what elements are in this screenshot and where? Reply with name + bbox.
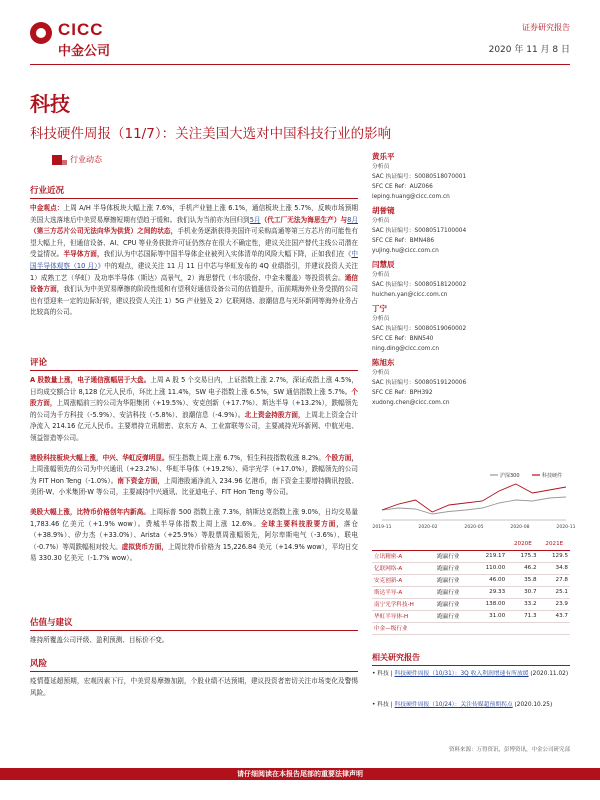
analyst-info: SFC CE Ref：BPH392 (372, 390, 433, 396)
x-tick-label: 2019-11 (372, 525, 392, 530)
overview-section (30, 184, 358, 319)
x-tick-label: 2020-05 (464, 525, 484, 530)
analyst-info: SFC CE Ref：BMN486 (372, 238, 435, 244)
analyst-card (372, 303, 570, 354)
table-row: 亿联网络-A 跑赢行业 110.00 46.2 34.8 (372, 562, 570, 574)
series-line-沪深300 (382, 497, 566, 514)
analyst-name: 黄乐平 (372, 152, 395, 161)
analyst-list (372, 148, 570, 408)
analyst-name: 闫慧辰 (372, 260, 395, 269)
legend-label: 沪深300 (500, 473, 520, 479)
footer-bar (0, 768, 600, 780)
cicc-logo-icon (30, 22, 52, 44)
analyst-info: SFC CE Ref：AUZ066 (372, 184, 433, 190)
analyst-card (372, 357, 570, 408)
related-reports-heading: 相关研究报告 (372, 652, 570, 666)
analyst-info: SAC 执证编号：S0080518070001 (372, 174, 467, 180)
report-title: 科技硬件周报（11/7）：关注美国大选对中国科技行业的影响 (30, 126, 392, 142)
valuation-section (30, 616, 358, 647)
related-report-item[interactable]: • 科技 | 科技硬件周报（10/31）：3Q 收入利润增速有所放缓 (2020.11.02) (372, 671, 569, 677)
tag-square-icon (52, 155, 62, 165)
risk-heading: 风险 (30, 657, 358, 672)
x-tick-label: 2020-11 (556, 525, 576, 530)
review-paragraph-a-share: A 股数量上涨，电子通信涨幅居于大盘。上周 A 股 5 个交易日内，上证指数上涨 2.7%，深证成指上涨 4.5%，日均成交额合计 8,128 亿元人民币，环比上涨 11.4%，SW 电子指数上涨 6.5%，SW 通信指数上涨 5.7%。个股方面，上周涨幅前三的公司为华阳集团（+19.5%）、安克创新（+17.7%）、斯达半导（+13.2%），跌幅领先的公司为千方科技（-5.9%）、安洁科技（-5.8%）、浪潮信息（-4.9%）。北上资金持股方面，上周北上资金合计净流入 214.16 亿元人民币。主要增持立讯精密、京东方 A、工业富联等公司，主要减持光环新网、中航光电、领益智造等公司。 (30, 376, 359, 442)
source-note: 资料来源：万得资讯，彭博资讯，中金公司研究部 (448, 747, 570, 753)
table-row: 华虹半导体-H 跑赢行业 31.00 71.3 43.7 (372, 610, 570, 622)
analyst-info: SAC 执证编号：S0080519060002 (372, 326, 467, 332)
table-header: 2021E (539, 538, 570, 550)
analyst-info: SAC 执证编号：S0080519120006 (372, 380, 467, 386)
sector-title: 科技 (30, 92, 70, 116)
analyst-name: 胡誉镜 (372, 206, 395, 215)
analyst-email[interactable]: huichen.yan@cicc.com.cn (372, 292, 448, 298)
table-row: 立讯精密-A 跑赢行业 219.17 175.3 129.5 (372, 550, 570, 562)
analyst-card (372, 151, 570, 202)
analyst-card (372, 259, 570, 300)
overview-paragraph: 中金观点：上周 A/H 半导体板块大幅上涨 7.6%，手机产业链上涨 6.1%，通信板块上涨 5.7%，反映市场预期美国大选落地后中美贸易摩擦短期有望趋于缓和。我们认为当前亦为回归到5月（代工厂无法为海思生产）与8月（第三方芯片公司无法向华为供货）之间的状态，手机业务逐渐获得美国许可采购高通等第三方芯片的可能性有望大幅上升，但通信设备、AI、CPU 等业务获批许可证仍然存在很大不确定性，建议关注国产替代主线公司潜在受益情况。半导体方面，我们认为中芯国际等中国半导体企业被列入实体清单的风险大幅下降，正如我们在《中国半导体观察（10 月）》中的观点，建议关注 11 月 11 日中芯与华虹发布的 4Q 业绩指引，并建议投资人关注 1）成熟工艺（华虹）及功率半导体（斯达）高景气，2）海思替代（韦尔股份、中金未覆盖）等投资机会。通信设备方面，我们认为中美贸易摩擦的阶段性缓和有望利好通信设备公司的估值提升，而前期海外业务受损的公司也有望迎来一定的边际好转，建议投资人关注 1）5G 产业链及 2）亿联网络、浪潮信息与光环新网等海外业务占比较高的公司。 (30, 204, 359, 317)
performance-chart (372, 470, 576, 532)
analyst-email[interactable]: ning.ding@cicc.com.cn (372, 346, 440, 352)
x-tick-label: 2020-02 (418, 525, 438, 530)
report-date: 2020 年 11 月 8 日 (488, 45, 570, 55)
table-row: 安克创新-A 跑赢行业 46.00 35.8 27.8 (372, 574, 570, 586)
analyst-info: 分析员 (372, 218, 390, 224)
valuation-heading: 估值与建议 (30, 616, 358, 631)
analyst-info: 分析员 (372, 370, 390, 376)
table-header (435, 538, 473, 550)
tag-small-square-icon (62, 160, 67, 165)
analyst-info: SAC 执证编号：S0080518120002 (372, 282, 467, 288)
table-row: 南宁光学科技-H 跑赢行业 138.00 33.2 23.9 (372, 598, 570, 610)
report-link[interactable]: 8月 (347, 215, 359, 224)
valuation-text: 维持所覆盖公司评级、盈利预测、目标价不变。 (30, 636, 169, 644)
analyst-info: SAC 执证编号：S0080517100004 (372, 228, 467, 234)
table-row: 中金—级行业 (372, 622, 570, 634)
series-line-科技硬件 (382, 484, 566, 512)
risk-section (30, 657, 358, 699)
review-paragraph-us: 美股大幅上涨，比特币价格创年内新高。上周标普 500 指数上涨 7.3%，纳斯达克指数上涨 9.0%，日均交易量 1,783.46 亿美元（+1.9% wow）。费城半导体指数上周上涨 12.6%。全球主要科技股要方面，落仓（+38.9%）、矽力杰（+33.0%）、Arista（+25.9%）等股票周涨幅领先，阿尔卑斯电气（-3.6%）、联电（-0.7%）等周跌幅相对较大。虚拟货币方面，上周比特币价格为 15,226.84 美元（+14.9% wow），平均日交易 330.30 亿美元（-1.7% wow）。 (30, 507, 358, 563)
table-header (372, 538, 435, 550)
brand-name-en: CICC (58, 20, 104, 39)
report-link[interactable]: 中国半导体观察（10 月） (30, 250, 359, 270)
risk-text: 疫情蔓延超预期，宏观因素下行，中美贸易摩擦加剧，个股业绩不达预期，建议投资者密切关注市场变化及警惕风险。 (30, 677, 358, 697)
related-report-item[interactable]: • 科技 | 科技硬件周报（10/24）：关注传媒超预期拐点 (2020.10.25) (372, 702, 553, 708)
header-divider (30, 64, 570, 65)
analyst-email[interactable]: xudong.chen@cicc.com.cn (372, 400, 450, 406)
table-row: 斯达半导-A 跑赢行业 29.33 30.7 25.1 (372, 586, 570, 598)
table-header: 2020E (507, 538, 538, 550)
analyst-info: 分析员 (372, 316, 390, 322)
table-header (473, 538, 507, 550)
x-tick-label: 2020-08 (510, 525, 530, 530)
analyst-name: 陈旭东 (372, 358, 395, 367)
review-heading: 评论 (30, 356, 358, 371)
coverage-table (372, 538, 570, 635)
review-section (30, 356, 358, 565)
review-paragraph-hk: 港股科技板块大幅上涨，中兴、华虹反弹明显。恒生指数上周上涨 6.7%，恒生科技指数收涨 8.2%。个股方面，上周涨幅领先的公司为中兴通讯（+23.2%）、华虹半导体（+19.2%）、舜宇光学（+17.0%），跌幅领先的公司为 FIT Hon Teng（-1.0%）。南下资金方面，上周港股通净流入 234.96 亿港币，南下资金主要增持腾讯控股、美团-W、小米集团-W 等公司，主要减持中兴通讯、比亚迪电子、FIT Hon Teng 等公司。 (30, 453, 359, 497)
analyst-info: 分析员 (372, 272, 390, 278)
footer-disclaimer: 请仔细阅读在本报告尾部的重要法律声明 (237, 770, 363, 778)
analyst-info: SFC CE Ref：BNN540 (372, 336, 434, 342)
analyst-info: 分析员 (372, 164, 390, 170)
overview-heading: 行业近况 (30, 184, 358, 199)
report-link[interactable]: 5月 (249, 215, 261, 224)
report-type: 证券研究报告 (522, 23, 570, 32)
report-tag: 行业动态 (70, 155, 102, 164)
analyst-email[interactable]: leping.huang@cicc.com.cn (372, 194, 450, 200)
analyst-card (372, 205, 570, 256)
legend-label: 科技硬件 (542, 473, 563, 479)
analyst-name: 丁宁 (372, 304, 387, 313)
analyst-email[interactable]: yujing.hu@cicc.com.cn (372, 248, 439, 254)
brand-name-cn: 中金公司 (58, 44, 111, 59)
